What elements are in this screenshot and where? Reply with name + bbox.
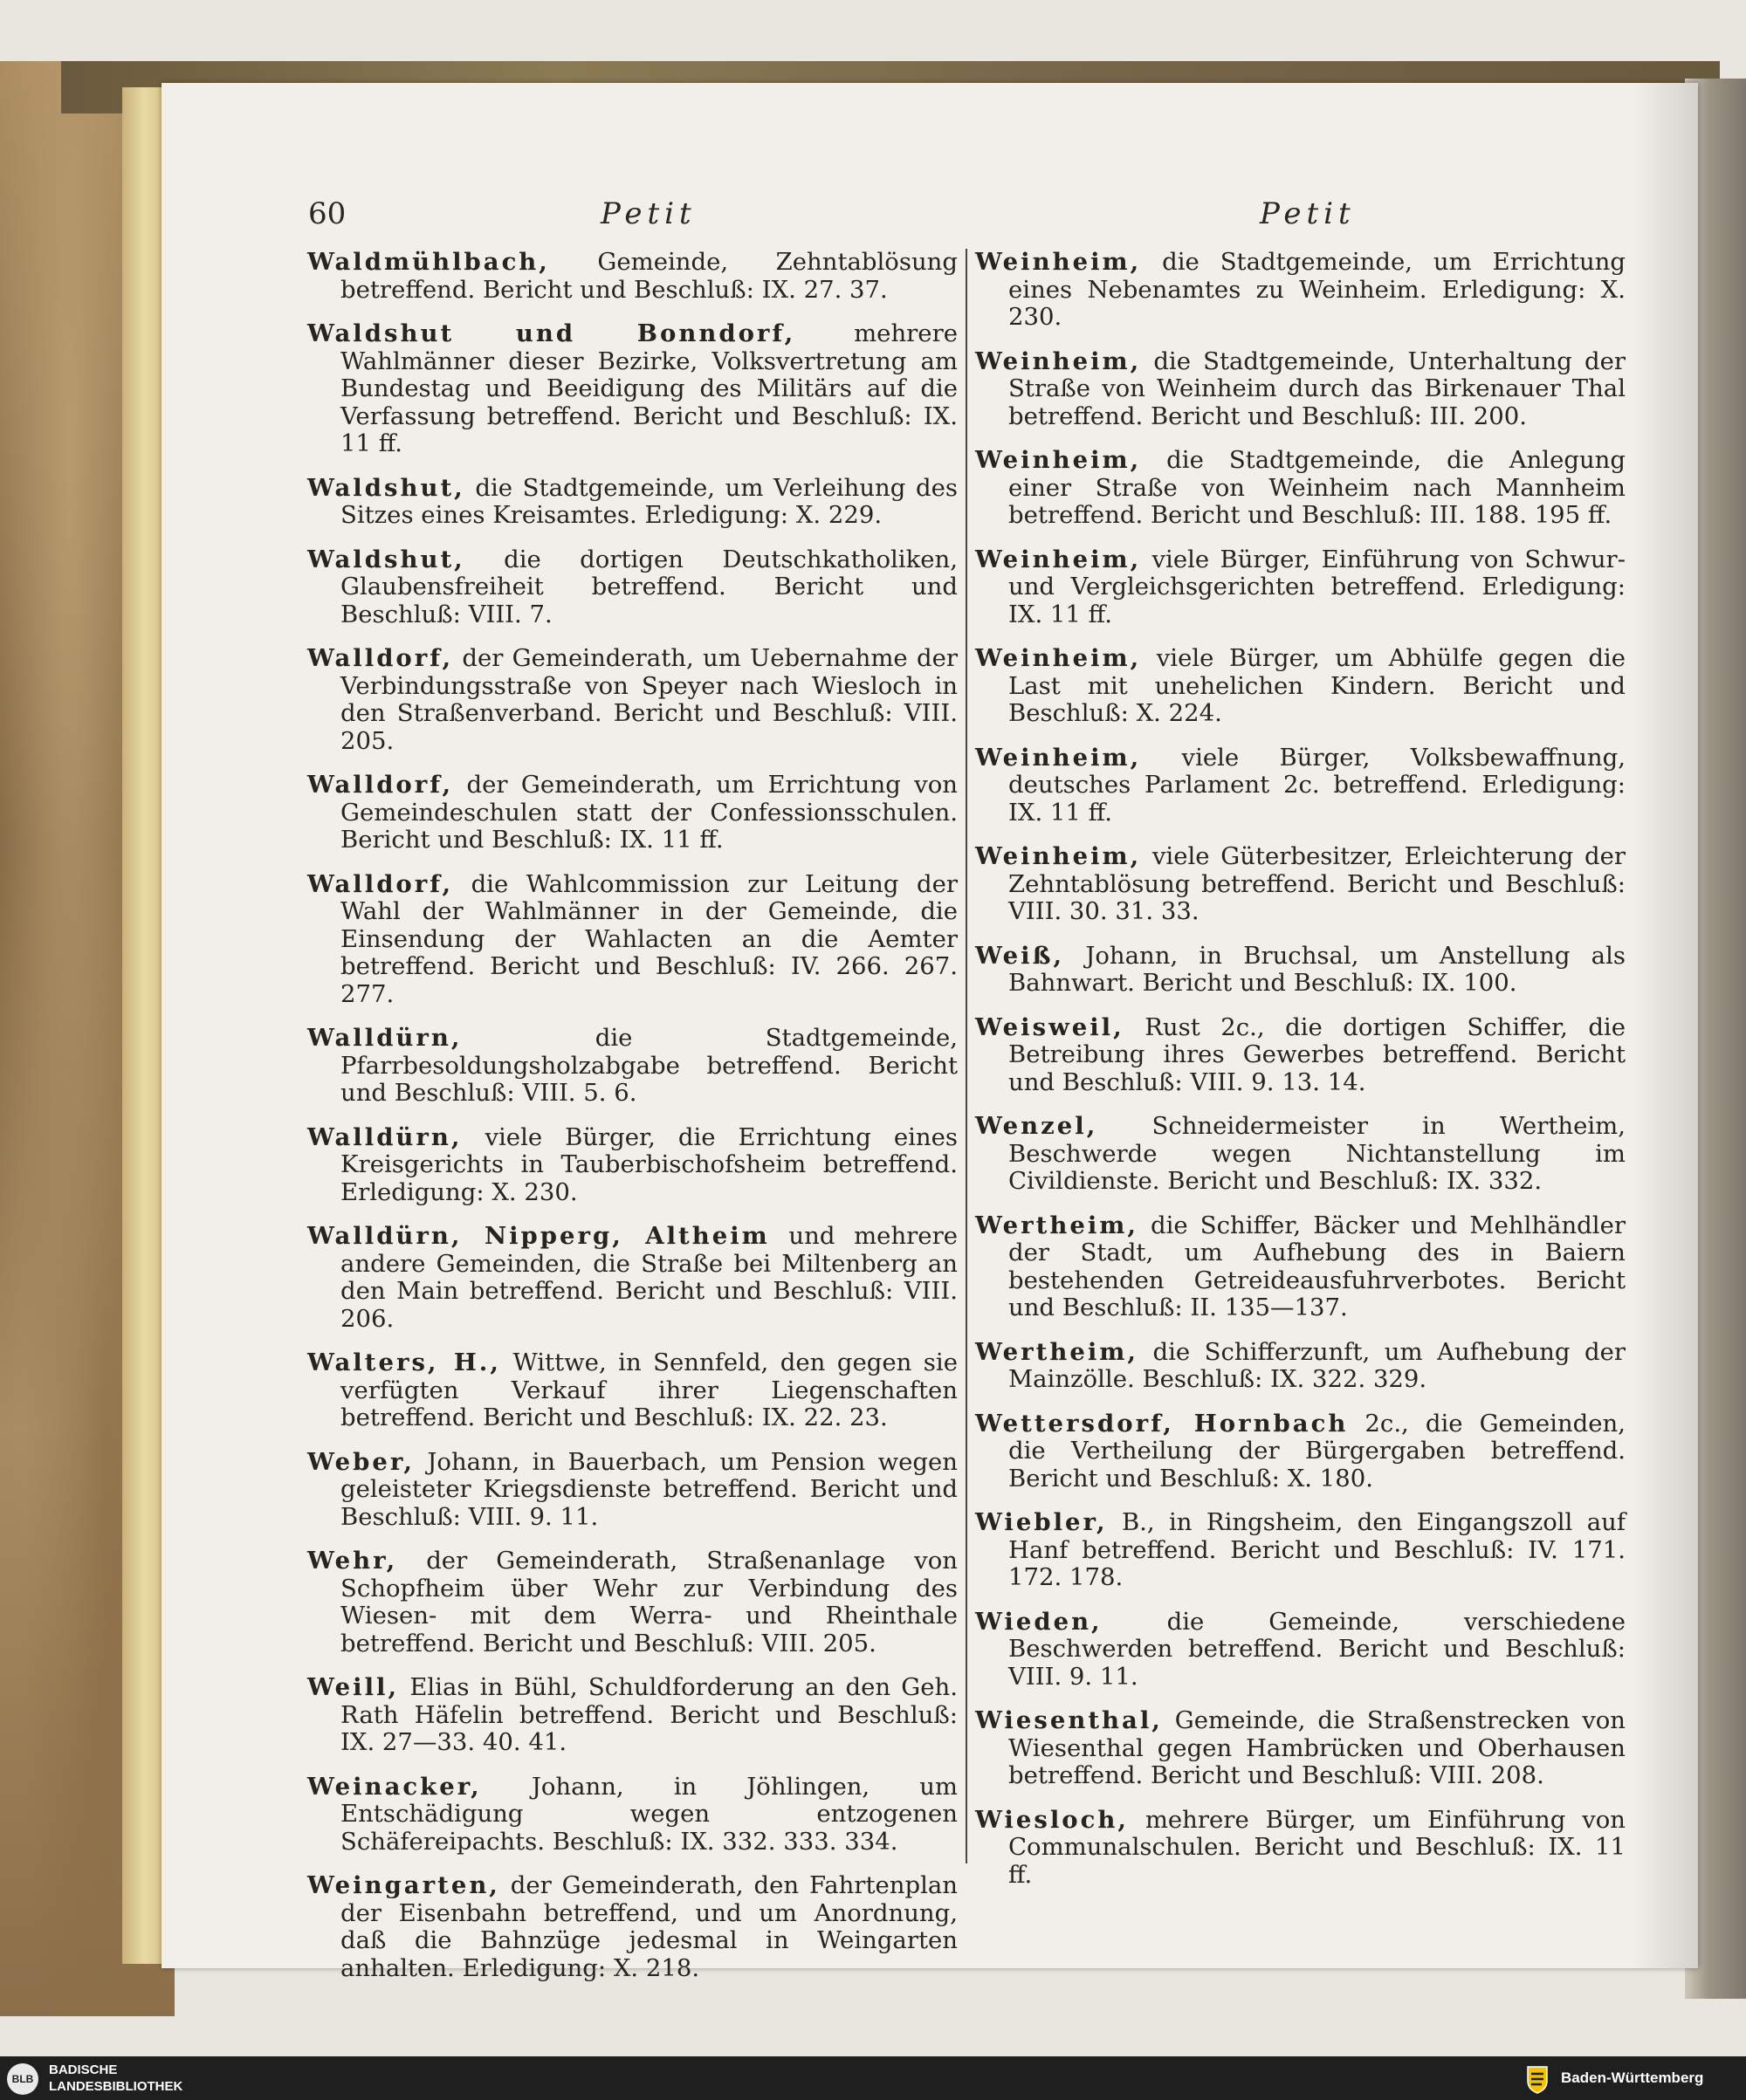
entry-heading: Weinheim, (975, 347, 1142, 375)
column-divider (966, 249, 967, 1863)
index-entry (307, 1349, 958, 1432)
entry-text: B., in Ringsheim, den Eingangszoll auf Hanf betreffend. Bericht und Beschluß: IV. 171. 172. 178. (1008, 1508, 1626, 1591)
blb-logo[interactable]: BLB (7, 2063, 38, 2095)
index-entry (975, 1410, 1626, 1493)
entry-text: die Stadtgemeinde, um Verleihung des Sitzes eines Kreisamtes. Erledigung: X. 229. (340, 473, 958, 529)
left-column (307, 249, 958, 1999)
entry-heading: Weber, (307, 1447, 415, 1476)
index-entry (307, 1548, 958, 1657)
entry-text: Johann, in Bauerbach, um Pension wegen geleisteter Kriegsdienste betreffend. Bericht und Beschluß: VIII. 9. 11. (340, 1447, 958, 1531)
entry-heading: Weill, (307, 1673, 400, 1701)
entry-heading: Wettersdorf, Hornbach (975, 1409, 1349, 1438)
entry-text: der Gemeinderath, Straßenanlage von Schopfheim über Wehr zur Verbindung des Wiesen- mit dem Werra- und Rheinthale betreffend. Bericht und Beschluß: VIII. 205. (340, 1547, 958, 1657)
entry-text: 2c., die Gemeinden, die Vertheilung der Bürgergaben betreffend. Bericht und Beschluß: X. 180. (1008, 1409, 1626, 1493)
entry-heading: Wiesenthal, (975, 1706, 1163, 1734)
index-entry (975, 546, 1626, 629)
index-entry (975, 249, 1626, 332)
entry-text: die Stadtgemeinde, um Errichtung eines Nebenamtes zu Weinheim. Erledigung: X. 230. (1008, 248, 1626, 331)
entry-text: die Schiffer, Bäcker und Mehlhändler der Stadt, um Aufhebung des in Baiern bestehenden Getreideausfuhrverbotes. Bericht und Beschluß: II. 135—137. (1008, 1211, 1626, 1321)
bw-logo[interactable] (1524, 2067, 1734, 2093)
entry-heading: Waldshut, (307, 545, 465, 573)
index-entry (307, 1223, 958, 1333)
entry-heading: Weinheim, (975, 842, 1142, 870)
entry-text: Johann, in Jöhlingen, um Entschädigung wegen entzogenen Schäfereipachts. Beschluß: IX. 332. 333. 334. (340, 1772, 958, 1856)
entry-heading: Wehr, (307, 1547, 398, 1575)
entry-heading: Weinheim, (975, 446, 1142, 474)
index-entry (975, 745, 1626, 827)
entry-text: der Gemeinderath, um Errichtung von Gemeindeschulen statt der Confessionsschulen. Bericht und Beschluß: IX. 11 ff. (340, 771, 958, 854)
library-name-line2: LANDESBIBLIOTHEK (49, 2079, 183, 2094)
index-entry (975, 943, 1626, 998)
entry-text: die Wahlcommission zur Leitung der Wahl der Wahlmänner in der Gemeinde, die Einsendung der Wahlacten an die Aemter betreffend. Bericht und Beschluß: IV. 266. 267. 277. (340, 869, 958, 1008)
entry-heading: Wiebler, (975, 1508, 1108, 1536)
entry-text: Elias in Bühl, Schuldforderung an den Geh. Rath Häfelin betreffend. Bericht und Beschluß: IX. 27—33. 40. 41. (340, 1673, 958, 1756)
index-entry (975, 1014, 1626, 1097)
entry-heading: Wertheim, (975, 1337, 1138, 1366)
entry-text: viele Bürger, um Abhülfe gegen die Last mit unehelichen Kindern. Bericht und Beschluß: X. 224. (1008, 644, 1626, 727)
entry-text: die Gemeinde, verschiedene Beschwerden betreffend. Bericht und Beschluß: VIII. 9. 11. (1008, 1607, 1626, 1691)
index-entry (975, 1339, 1626, 1394)
page-edges (122, 87, 166, 1964)
index-entry (307, 546, 958, 629)
entry-text: Rust 2c., die dortigen Schiffer, die Betreibung ihres Gewerbes betreffend. Bericht und Beschluß: VIII. 9. 13. 14. (1008, 1012, 1626, 1096)
library-name[interactable] (49, 2062, 311, 2095)
bw-label: Baden-Württemberg (1561, 2069, 1704, 2086)
entry-text: der Gemeinderath, um Uebernahme der Verbindungsstraße von Speyer nach Wiesloch in den Straßenverband. Bericht und Beschluß: VIII. 205. (340, 644, 959, 755)
entry-text: viele Güterbesitzer, Erleichterung der Zehntablösung betreffend. Bericht und Beschluß: VIII. 30. 31. 33. (1008, 842, 1626, 925)
entry-heading: Weinheim, (975, 743, 1142, 772)
index-entry (307, 772, 958, 854)
running-head-left: Petit (601, 196, 697, 231)
entry-heading: Weinheim, (975, 545, 1142, 573)
index-entry (975, 645, 1626, 728)
entry-heading: Wertheim, (975, 1211, 1138, 1239)
entry-text: Gemeinde, die Straßenstrecken von Wiesenthal gegen Hambrücken und Oberhausen betreffend. Bericht und Beschluß: VIII. 208. (1008, 1706, 1626, 1789)
right-column (975, 249, 1626, 1905)
index-entry (975, 447, 1626, 530)
page-header (308, 196, 1635, 240)
entry-text: mehrere Bürger, um Einführung von Communalschulen. Bericht und Beschluß: IX. 11 ff. (1008, 1805, 1626, 1889)
entry-text: und mehrere andere Gemeinden, die Straße bei Miltenberg an den Main betreffend. Bericht und Beschluß: VIII. 206. (340, 1222, 958, 1333)
entry-heading: Wieden, (975, 1607, 1103, 1636)
entry-text: die dortigen Deutschkatholiken, Glaubensfreiheit betreffend. Bericht und Beschluß: VIII. 7. (340, 545, 958, 628)
index-entry (307, 1124, 958, 1207)
bw-lions-icon (1524, 2063, 1550, 2095)
entry-heading: Waldshut, (307, 473, 465, 502)
page-gutter-shadow (1633, 83, 1698, 1968)
index-entry (975, 1509, 1626, 1592)
entry-text: die Stadtgemeinde, die Anlegung einer Straße von Weinheim nach Mannheim betreffend. Bericht und Beschluß: III. 188. 195 ff. (1008, 446, 1626, 529)
page-number: 60 (308, 196, 347, 231)
entry-heading: Weinacker, (307, 1772, 482, 1801)
entry-heading: Walldorf, (307, 869, 454, 898)
running-head-right: Petit (1260, 196, 1356, 231)
entry-text: viele Bürger, Volksbewaffnung, deutsches Parlament 2c. betreffend. Erledigung: IX. 11 ff. (1008, 743, 1626, 827)
entry-text: Gemeinde, Zehntablösung betreffend. Bericht und Beschluß: IX. 27. 37. (340, 248, 958, 304)
index-entry (307, 320, 958, 458)
entry-heading: Walldürn, Nipperg, Altheim (307, 1222, 770, 1250)
entry-heading: Waldmühlbach, (307, 248, 550, 276)
entry-text: viele Bürger, Einführung von Schwur- und Vergleichsgerichten betreffend. Erledigung: IX. 11 ff. (1008, 545, 1626, 628)
entry-heading: Wiesloch, (975, 1805, 1129, 1834)
entry-heading: Weingarten, (307, 1871, 500, 1899)
index-entry (307, 1449, 958, 1532)
entry-heading: Weiß, (975, 941, 1065, 970)
index-entry (307, 1025, 958, 1108)
library-name-line1: BADISCHE (49, 2062, 118, 2077)
entry-heading: Walldürn, (307, 1122, 463, 1151)
index-entry (975, 1609, 1626, 1692)
index-entry (307, 1674, 958, 1757)
index-entry (307, 475, 958, 530)
index-entry (975, 348, 1626, 431)
entry-heading: Wenzel, (975, 1112, 1098, 1140)
entry-heading: Walldorf, (307, 771, 454, 799)
viewer-footer (0, 2056, 1746, 2100)
entry-text: Johann, in Bruchsal, um Anstellung als Bahnwart. Bericht und Beschluß: IX. 100. (1008, 941, 1626, 997)
entry-text: Wittwe, in Sennfeld, den gegen sie verfügten Verkauf ihrer Liegenschaften betreffend. Bericht und Beschluß: IX. 22. 23. (340, 1349, 958, 1431)
entry-text: viele Bürger, die Errichtung eines Kreisgerichts in Tauberbischofsheim betreffend. Erledigung: X. 230. (340, 1122, 958, 1206)
index-entry (307, 249, 958, 304)
entry-heading: Walldorf, (307, 644, 454, 672)
index-entry (975, 843, 1626, 926)
entry-text: mehrere Wahlmänner dieser Bezirke, Volksvertretung am Bundestag und Beeidigung des Militärs auf die Verfassung betreffend. Bericht und Beschluß: IX. 11 ff. (340, 319, 958, 457)
index-entry (307, 871, 958, 1009)
index-entry (975, 1807, 1626, 1890)
entry-text: der Gemeinderath, den Fahrtenplan der Eisenbahn betreffend, und um Anordnung, daß die Bahnzüge jedesmal in Weingarten anhalten. Erledigung: X. 218. (340, 1871, 958, 1982)
entry-heading: Weinheim, (975, 644, 1142, 672)
index-entry (307, 1872, 958, 1982)
index-entry (975, 1212, 1626, 1322)
entry-heading: Weinheim, (975, 248, 1142, 276)
entry-heading: Walters, H., (307, 1349, 501, 1376)
entry-text: die Stadtgemeinde, Pfarrbesoldungsholzabgabe betreffend. Bericht und Beschluß: VIII. 5. 6. (340, 1024, 958, 1107)
entry-heading: Waldshut und Bonndorf, (307, 319, 796, 347)
index-entry (307, 1774, 958, 1856)
entry-heading: Walldürn, (307, 1024, 463, 1052)
index-entry (975, 1113, 1626, 1196)
index-entry (975, 1707, 1626, 1790)
index-entry (307, 645, 958, 755)
entry-heading: Weisweil, (975, 1012, 1124, 1041)
entry-text: Schneidermeister in Wertheim, Beschwerde wegen Nichtanstellung im Civildienste. Bericht und Beschluß: IX. 332. (1008, 1112, 1626, 1195)
entry-text: die Schifferzunft, um Aufhebung der Mainzölle. Beschluß: IX. 322. 329. (1008, 1337, 1626, 1393)
entry-text: die Stadtgemeinde, Unterhaltung der Straße von Weinheim durch das Birkenauer Thal betreffend. Bericht und Beschluß: III. 200. (1008, 347, 1626, 430)
